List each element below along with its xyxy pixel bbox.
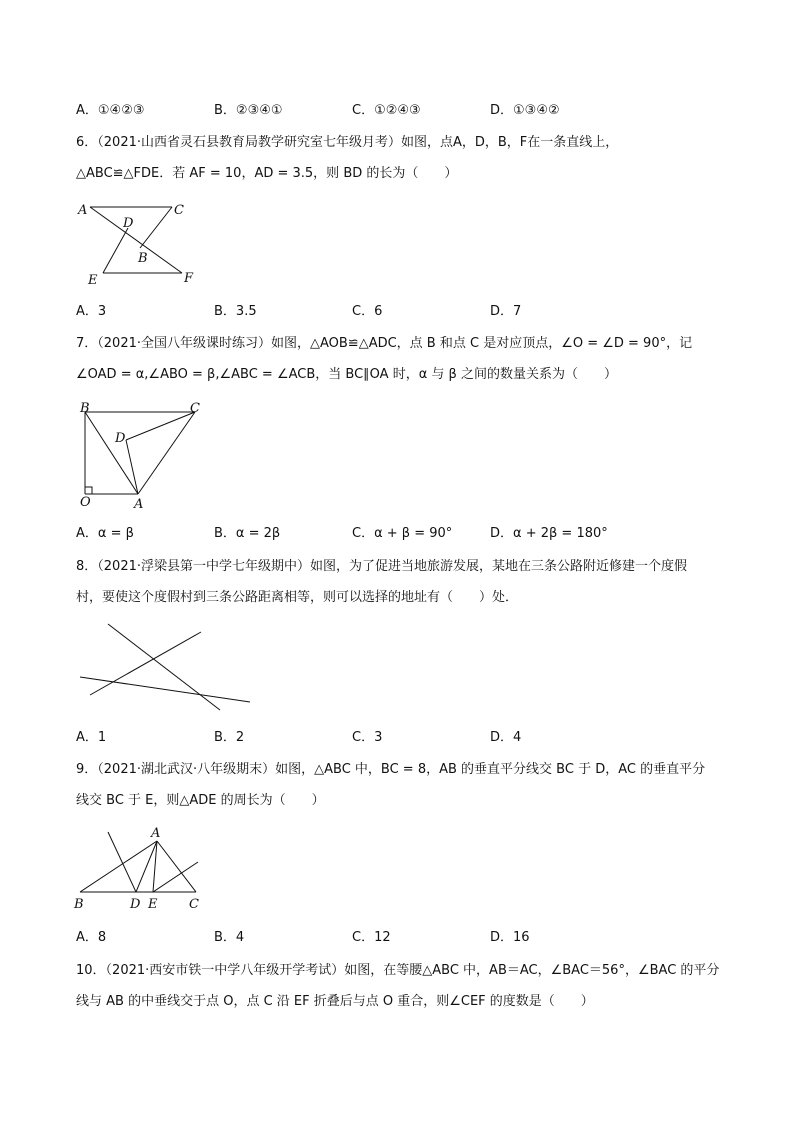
q6-label-b: B (138, 251, 148, 266)
q8-road-3 (80, 677, 250, 702)
q5-option-b: B．②③④① (214, 103, 283, 118)
q9-label-e: E (148, 897, 158, 912)
q7-right-angle-mark (85, 487, 92, 494)
q7-segment-cd (126, 412, 195, 440)
q9-option-b: B．4 (214, 930, 245, 945)
q8-road-1 (108, 624, 220, 710)
q9-option-c: C．12 (352, 930, 391, 945)
q7-option-b: B．α = 2β (214, 526, 281, 541)
q6-stem-line1: 6．（2021·山西省灵石县教育局教学研究室七年级月考）如图，点A，D，B，F在一条直线上， (76, 135, 619, 150)
q6-option-b: B．3.5 (214, 304, 257, 319)
q9-label-d: D (130, 897, 141, 912)
q7-segment-ca (138, 412, 195, 494)
q7-figure (70, 398, 210, 513)
q7-label-a: A (134, 497, 144, 512)
q6-label-f: F (184, 271, 194, 286)
q9-perp-bisector-ab (108, 832, 136, 892)
q7-label-d: D (115, 431, 126, 446)
q8-stem-line2: 村，要使这个度假村到三条公路距离相等，则可以选择的地址有（ ）处． (76, 590, 519, 605)
q9-label-c: C (189, 897, 199, 912)
q6-segment-cb (140, 207, 172, 248)
q6-segment-ed (103, 228, 128, 273)
q9-segment-ac (157, 841, 196, 892)
q8-option-c: C．3 (352, 730, 383, 745)
q7-label-b: B (80, 401, 90, 416)
q9-figure (70, 822, 210, 914)
q8-road-2 (90, 632, 201, 695)
q7-option-d: D．α + 2β = 180° (490, 526, 608, 541)
q6-figure (70, 196, 210, 288)
q8-stem-line1: 8．（2021·浮梁县第一中学七年级期中）如图，为了促进当地旅游发展，某地在三条公路附近修建一个度假 (76, 559, 687, 574)
q9-label-a: A (151, 826, 161, 841)
q6-label-a: A (78, 203, 88, 218)
q9-stem-line1: 9．（2021·湖北武汉·八年级期末）如图，△ABC 中，BC = 8，AB 的垂直平分线交 BC 于 D，AC 的垂直平分 (76, 762, 706, 777)
q9-stem-line2: 线交 BC 于 E，则△ADE 的周长为（ ） (76, 793, 325, 808)
q6-option-c: C．6 (352, 304, 383, 319)
q5-option-c: C．①②④③ (352, 103, 421, 118)
q6-segment-af (90, 207, 182, 273)
q7-stem-line1: 7．（2021·全国八年级课时练习）如图，△AOB≌△ADC，点 B 和点 C 是对应顶点，∠O = ∠D = 90°，记 (76, 336, 693, 351)
q9-option-a: A．8 (76, 930, 107, 945)
q7-option-c: C．α + β = 90° (352, 526, 453, 541)
q6-label-e: E (88, 273, 98, 288)
q8-option-a: A．1 (76, 730, 107, 745)
q8-figure-roads (78, 620, 258, 715)
q6-label-c: C (174, 203, 184, 218)
q7-label-o: O (80, 495, 91, 510)
q9-perp-bisector-ac (153, 862, 198, 892)
q7-segment-da (126, 440, 138, 494)
q6-option-a: A．3 (76, 304, 107, 319)
q9-segment-ba (80, 841, 157, 892)
q8-option-d: D．4 (490, 730, 522, 745)
q7-segment-ba (85, 412, 138, 494)
q5-option-a: A．①④②③ (76, 103, 145, 118)
q9-option-d: D．16 (490, 930, 530, 945)
q8-option-b: B．2 (214, 730, 245, 745)
q5-option-d: D．①③④② (490, 103, 560, 118)
q6-stem-line2: △ABC≌△FDE．若 AF = 10，AD = 3.5，则 BD 的长为（ ） (76, 166, 458, 181)
q6-option-d: D．7 (490, 304, 522, 319)
q7-stem-line2: ∠OAD = α,∠ABO = β,∠ABC = ∠ACB，当 BC∥OA 时，α 与 β 之间的数量关系为（ ） (76, 367, 617, 382)
q6-label-d: D (123, 216, 134, 231)
q10-stem-line2: 线与 AB 的中垂线交于点 O，点 C 沿 EF 折叠后与点 O 重合，则∠CEF 的度数是（ ） (76, 994, 594, 1009)
q10-stem-line1: 10．（2021·西安市铁一中学八年级开学考试）如图，在等腰△ABC 中，AB＝AC，∠BAC＝56°，∠BAC 的平分 (76, 963, 720, 978)
q9-label-b: B (74, 897, 84, 912)
q7-option-a: A．α = β (76, 526, 134, 541)
q7-label-c: C (190, 401, 200, 416)
